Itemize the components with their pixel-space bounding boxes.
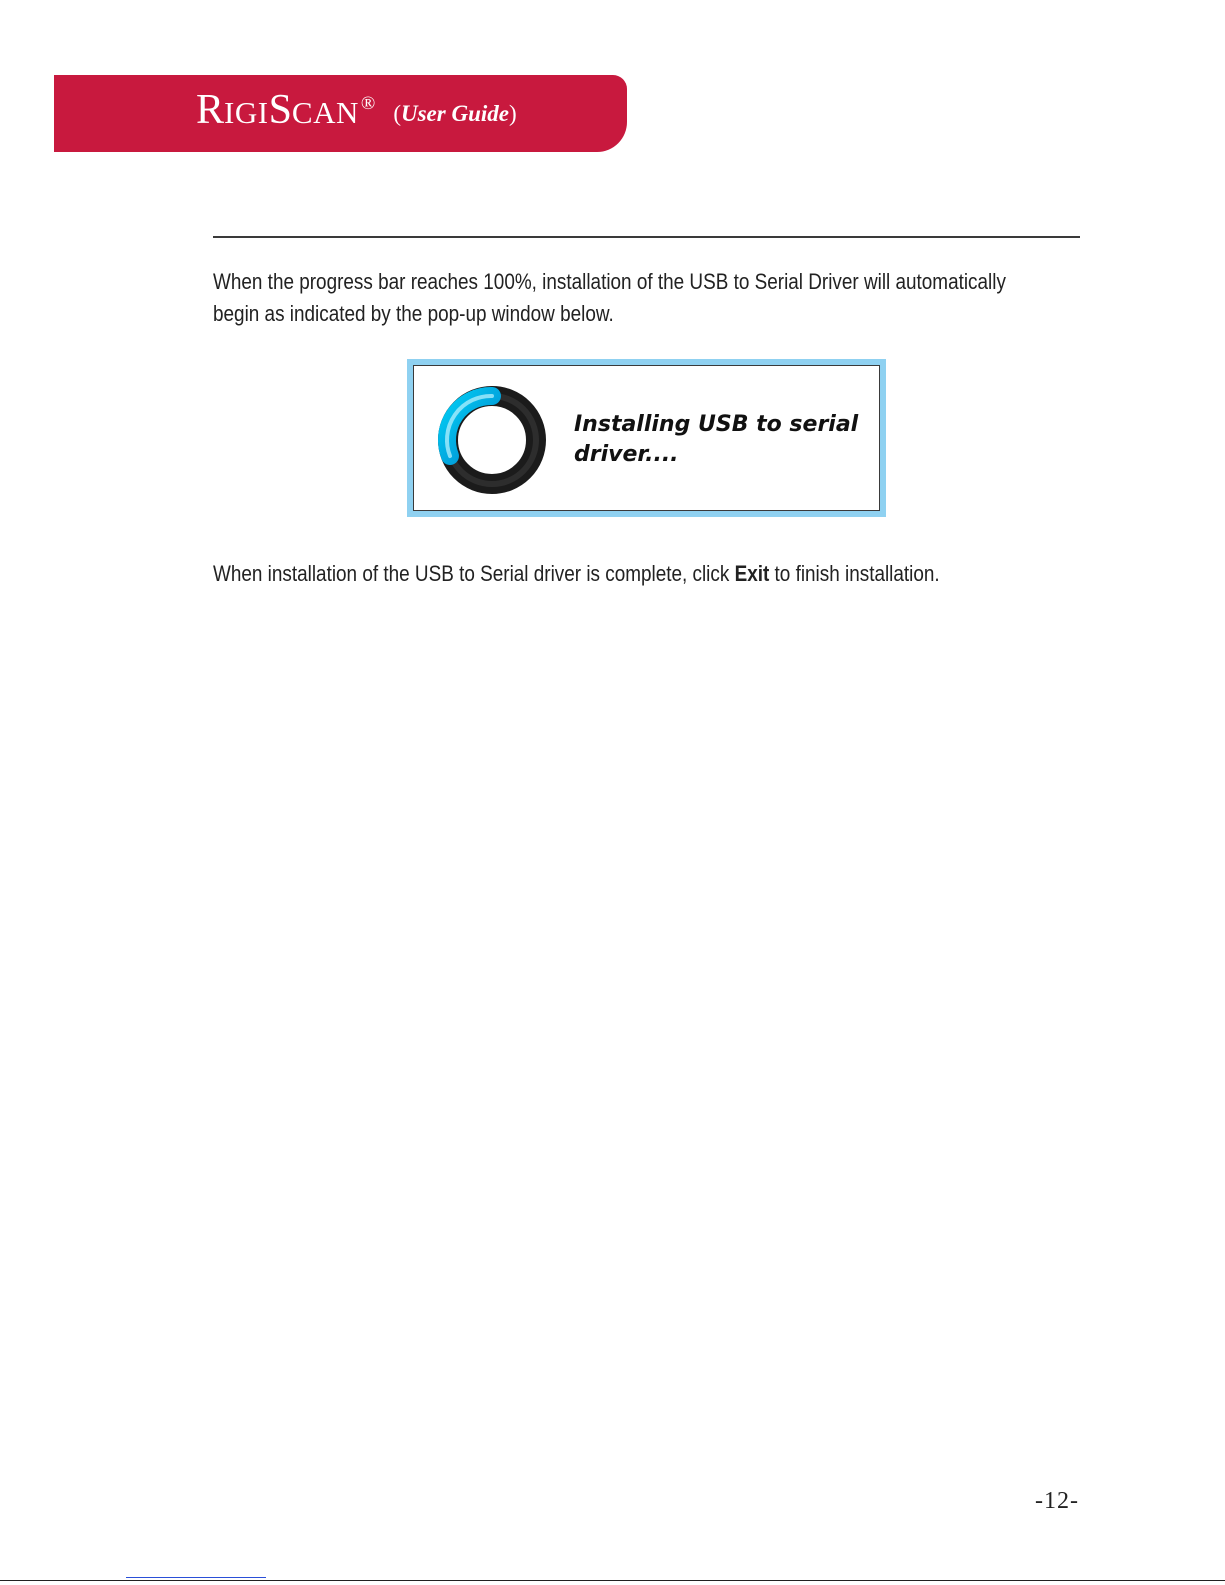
footer-link-underline — [126, 1577, 266, 1578]
intro-line-1: When the progress bar reaches 100%, installation of the USB to Serial Driver will automatically — [213, 269, 1006, 294]
brand-letter-s: S — [268, 87, 292, 133]
exit-text-before: When installation of the USB to Serial driver is complete, click — [213, 561, 735, 586]
brand-letter-r: R — [196, 87, 225, 133]
guide-open-paren: ( — [393, 101, 401, 126]
footer-divider — [0, 1580, 1225, 1581]
document-title — [196, 89, 517, 131]
exit-keyword: Exit — [734, 561, 770, 586]
registered-mark: ® — [360, 93, 376, 114]
page-number: -12- — [1035, 1488, 1079, 1514]
section-divider — [213, 236, 1080, 238]
guide-close-paren: ) — [508, 101, 517, 126]
guide-label: User Guide — [400, 101, 509, 126]
guide-subtitle — [393, 101, 516, 126]
installing-popup-screenshot — [407, 359, 886, 517]
loading-spinner-icon — [436, 384, 548, 496]
intro-paragraph — [213, 266, 1082, 330]
popup-line-2: driver.... — [574, 442, 679, 467]
popup-line-1: Installing USB to serial — [574, 412, 859, 437]
brand-letters-igi: IGI — [224, 95, 269, 130]
popup-message — [574, 410, 874, 470]
popup-window — [413, 365, 880, 511]
exit-instruction — [213, 558, 1082, 590]
exit-text-after: to finish installation. — [769, 561, 940, 586]
header-banner — [54, 75, 627, 152]
brand-letters-can: CAN — [291, 95, 359, 130]
intro-line-2: begin as indicated by the pop-up window below. — [213, 301, 614, 326]
